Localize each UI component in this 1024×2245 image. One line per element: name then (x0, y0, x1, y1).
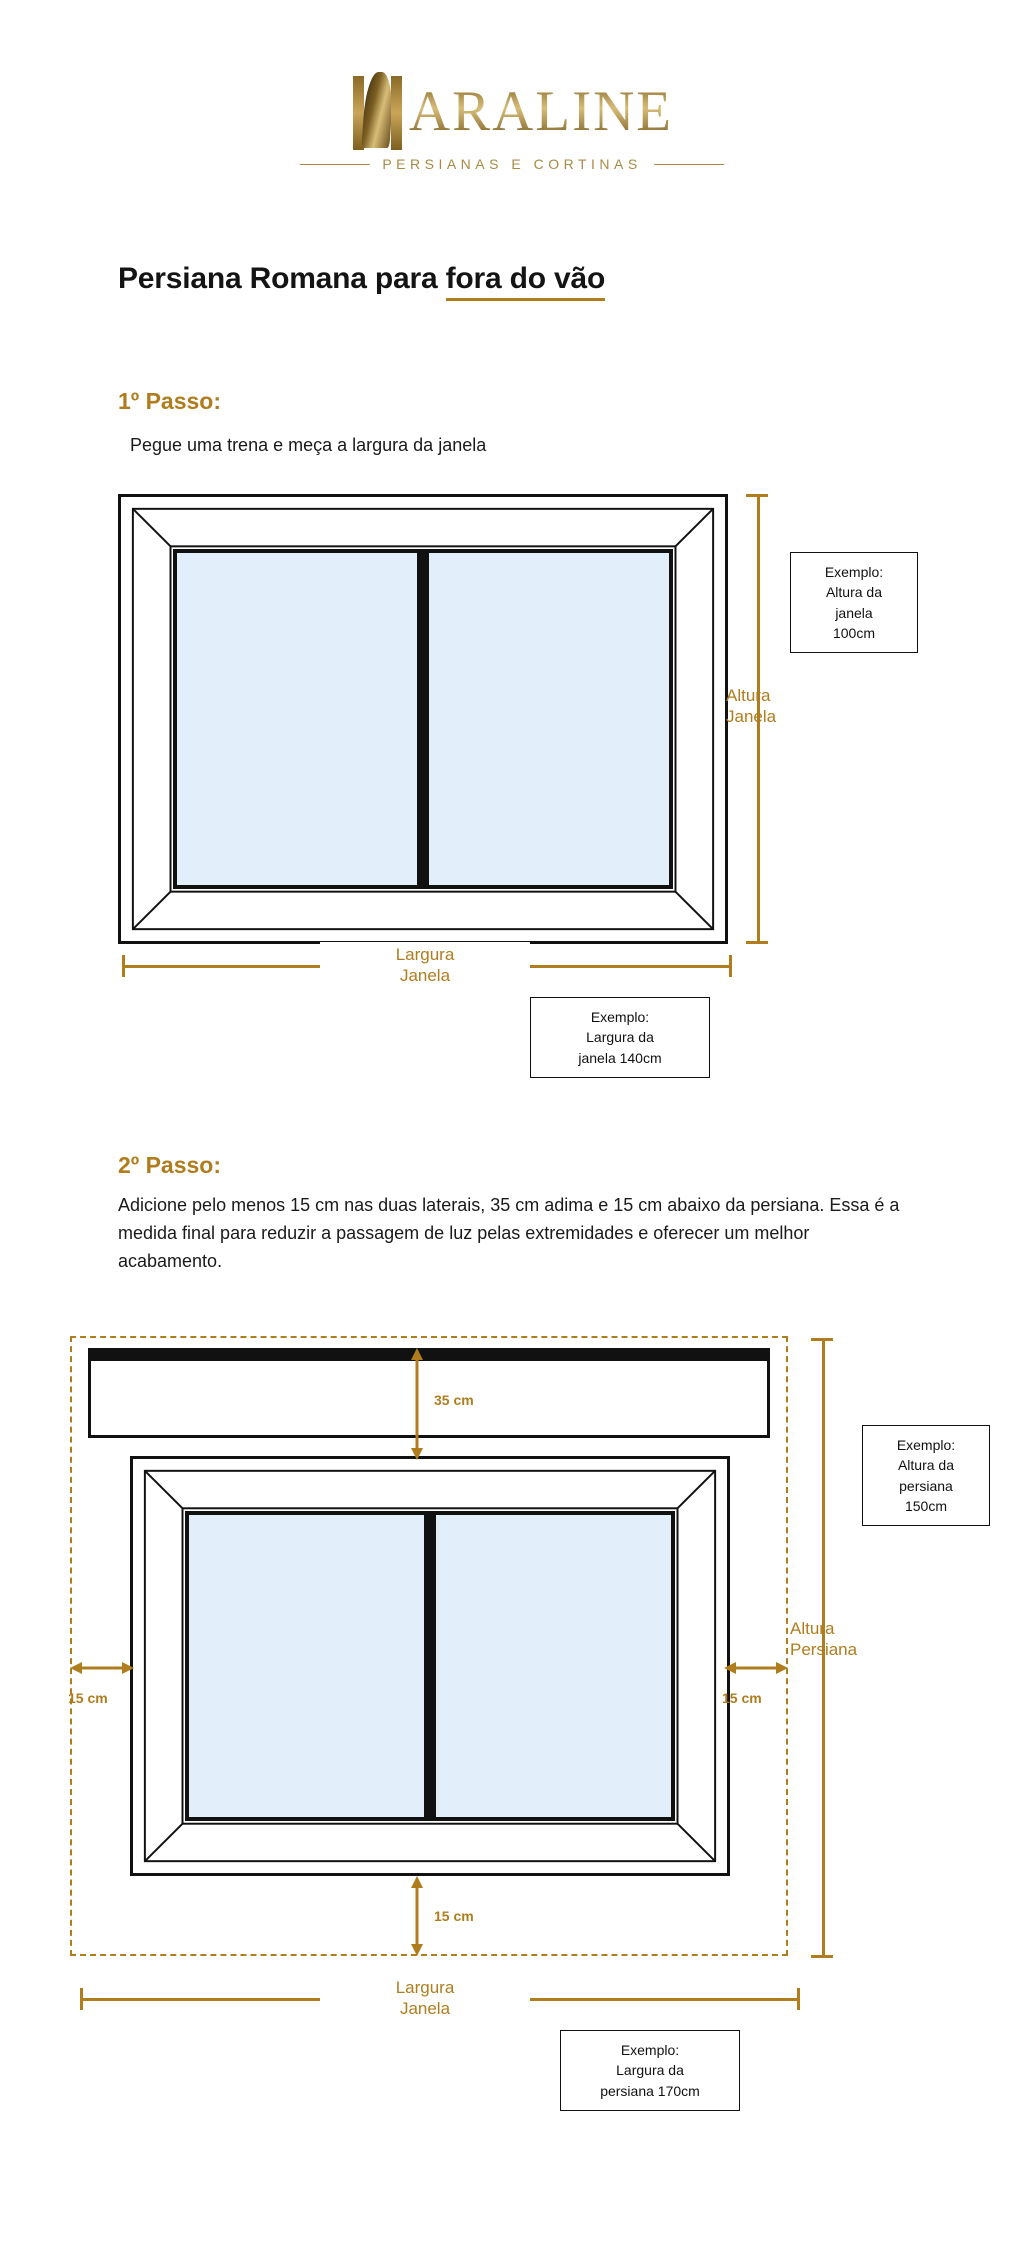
right-margin-label: 15 cm (722, 1690, 762, 1706)
height-measure-cap-bottom-2 (811, 1955, 833, 1958)
step-1-text: Pegue uma trena e meça a largura da janela (130, 435, 487, 455)
window-glass-area (173, 549, 673, 889)
window-pane-left (175, 551, 419, 887)
width-measure-label-2: Largura Janela (320, 1975, 530, 2022)
right-margin-arrow (724, 1655, 788, 1681)
height-measure-cap-bottom-1 (746, 941, 768, 944)
window-pane-right (427, 551, 671, 887)
brand-tagline: PERSIANAS E CORTINAS (382, 156, 642, 172)
page-title-prefix: Persiana Romana para (118, 262, 446, 295)
width-measure-label-1: Largura Janela (320, 942, 530, 989)
brand-name: ARALINE (408, 79, 674, 143)
left-margin-arrow (70, 1655, 134, 1681)
callout-width-2: Exemplo: Largura da persiana 170cm (560, 2030, 740, 2111)
callout-height-1: Exemplo: Altura da janela 100cm (790, 552, 918, 653)
divider-right (654, 164, 724, 165)
height-measure-cap-top-1 (746, 494, 768, 497)
logo-row (351, 72, 673, 150)
height-measure-label-2: Altura Persiana (790, 1619, 858, 1660)
callout-width-1: Exemplo: Largura da janela 140cm (530, 997, 710, 1078)
width-measure-cap-right-1 (729, 955, 732, 977)
page-title (118, 262, 605, 296)
width-measure-cap-left-2 (80, 1988, 83, 2010)
top-margin-arrow (404, 1348, 430, 1460)
step-1-label: 1º Passo: (118, 388, 222, 414)
window-diagram-2 (130, 1456, 730, 1876)
window-diagram-1 (118, 494, 728, 944)
width-measure-cap-left-1 (122, 955, 125, 977)
window-glass-area-2 (185, 1511, 675, 1821)
step-2-label: 2º Passo: (118, 1152, 222, 1178)
top-margin-label: 35 cm (434, 1392, 474, 1408)
left-margin-label: 15 cm (68, 1690, 108, 1706)
bottom-margin-arrow (404, 1876, 430, 1956)
brand-tagline-row (300, 156, 723, 172)
width-measure-cap-right-2 (797, 1988, 800, 2010)
window-pane-left-2 (187, 1513, 426, 1819)
brand-logo (0, 72, 1024, 172)
height-measure-label-1: Altura Janela (726, 686, 777, 727)
height-measure-cap-top-2 (811, 1338, 833, 1341)
step-2-text: Adicione pelo menos 15 cm nas duas laterais, 35 cm adima e 15 cm abaixo da persiana. Essa é a medida final para reduzir a passagem de luz pelas extremidades e oferecer um melhor acabamento. (118, 1195, 900, 1271)
divider-left (300, 164, 370, 165)
curtain-logo-icon (351, 72, 407, 150)
page-title-underlined: fora do vão (446, 262, 606, 301)
window-pane-right-2 (434, 1513, 673, 1819)
callout-height-2: Exemplo: Altura da persiana 150cm (862, 1425, 990, 1526)
bottom-margin-label: 15 cm (434, 1908, 474, 1924)
